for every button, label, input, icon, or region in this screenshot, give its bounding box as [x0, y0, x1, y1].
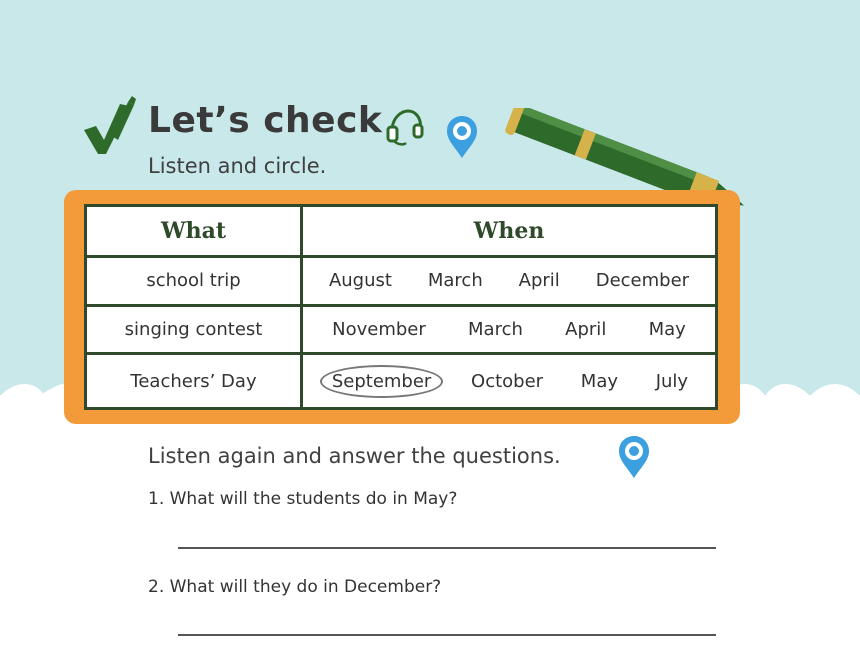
question-1: 1. What will the students do in May?: [148, 489, 458, 509]
month-option[interactable]: May: [648, 318, 686, 340]
answer-line-2[interactable]: [178, 634, 716, 636]
months-cell: [302, 257, 717, 306]
event-cell: Teachers’ Day: [86, 354, 302, 409]
table-row: [86, 305, 717, 354]
page-title: Let’s check: [148, 100, 383, 141]
schedule-table: [84, 204, 718, 410]
table-row: [86, 257, 717, 306]
table-row: [86, 354, 717, 409]
headset-icon: [384, 107, 426, 147]
table-inner: [84, 204, 718, 410]
month-option[interactable]: May: [580, 370, 619, 392]
header-what: What: [86, 206, 302, 257]
month-option[interactable]: November: [332, 318, 426, 340]
instruction-text: Listen and circle.: [148, 154, 327, 178]
table-header-row: [86, 206, 717, 257]
check-pencil-icon: [80, 96, 138, 158]
month-option[interactable]: April: [518, 270, 560, 292]
month-option[interactable]: October: [471, 370, 544, 392]
answer-line-1[interactable]: [178, 547, 716, 549]
event-cell: singing contest: [86, 305, 302, 354]
header-when: When: [302, 206, 717, 257]
table-frame: [64, 190, 740, 424]
month-option[interactable]: August: [328, 270, 392, 292]
month-option-circled[interactable]: September: [320, 365, 444, 398]
audio-pin-icon[interactable]: [616, 434, 652, 480]
audio-pin-icon[interactable]: [444, 114, 480, 160]
months-cell: [302, 305, 717, 354]
month-option[interactable]: March: [468, 318, 523, 340]
questions-instruction: Listen again and answer the questions.: [148, 444, 561, 468]
event-cell: school trip: [86, 257, 302, 306]
question-2: 2. What will they do in December?: [148, 577, 442, 597]
month-option[interactable]: December: [595, 270, 690, 292]
month-option[interactable]: July: [655, 370, 689, 392]
months-cell: [302, 354, 717, 409]
month-option[interactable]: March: [427, 270, 483, 292]
month-option[interactable]: April: [565, 318, 607, 340]
